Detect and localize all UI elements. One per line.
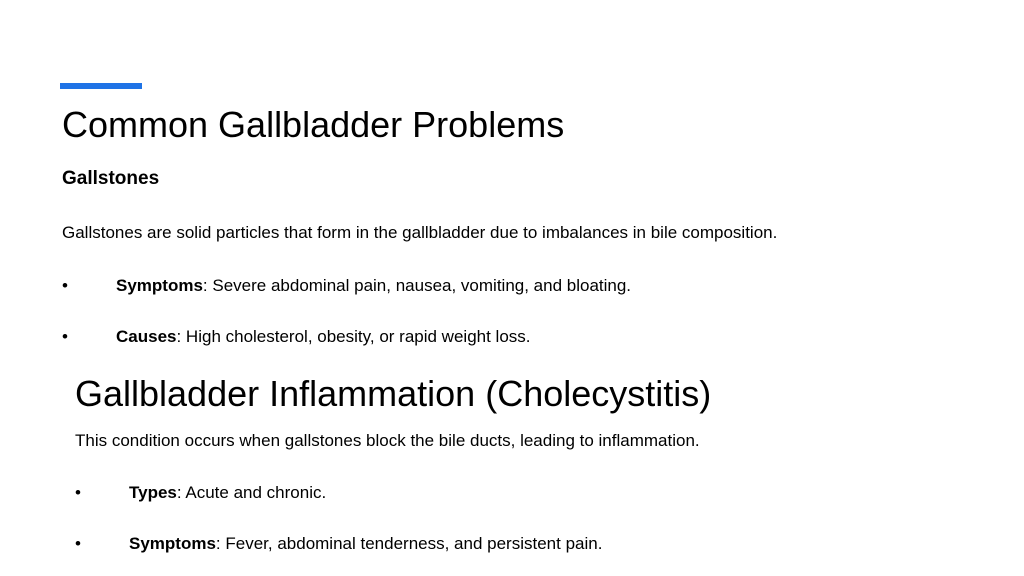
title-accent-bar — [60, 83, 142, 89]
bullet-marker: • — [62, 327, 68, 346]
bullet-text — [129, 482, 326, 504]
bullet-description: : High cholesterol, obesity, or rapid weight loss. — [176, 327, 531, 346]
bullet-term: Symptoms — [129, 534, 216, 553]
gallstones-intro: Gallstones are solid particles that form in the gallbladder due to imbalances in bile composition. — [62, 223, 778, 242]
bullet-description: : Acute and chronic. — [176, 483, 327, 502]
bullet-marker: • — [75, 483, 81, 502]
bullet-term: Causes — [116, 327, 177, 346]
cholecystitis-intro: This condition occurs when gallstones block the bile ducts, leading to inflammation. — [75, 431, 700, 450]
bullet-term: Symptoms — [116, 276, 203, 295]
bullet-text — [116, 275, 631, 297]
bullet-marker: • — [62, 276, 68, 295]
bullet-description: : Fever, abdominal tenderness, and persistent pain. — [215, 534, 603, 553]
section-title-cholecystitis: Gallbladder Inflammation (Cholecystitis) — [75, 373, 712, 414]
bullet-term: Types — [129, 483, 177, 502]
gallstones-heading: Gallstones — [62, 168, 160, 189]
page-title: Common Gallbladder Problems — [62, 104, 565, 145]
bullet-text — [129, 533, 602, 555]
bullet-marker: • — [75, 534, 81, 553]
bullet-text — [116, 326, 531, 348]
bullet-description: : Severe abdominal pain, nausea, vomiting, and bloating. — [202, 276, 632, 295]
